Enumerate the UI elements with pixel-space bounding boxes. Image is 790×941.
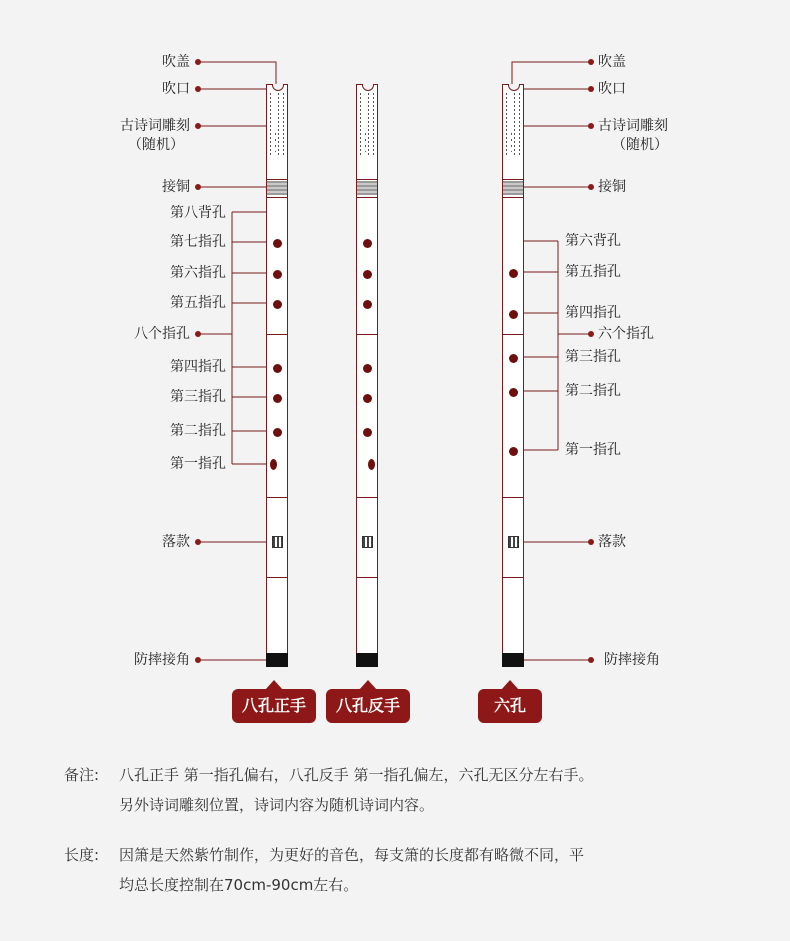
finger-hole: [509, 354, 518, 363]
label-fourth: 第四指孔: [170, 359, 226, 375]
label-fifth-right: 第五指孔: [565, 264, 621, 280]
finger-hole: [363, 300, 372, 309]
joint-band: [267, 181, 287, 195]
finger-hole: [509, 269, 518, 278]
mouth-notch: [362, 84, 374, 91]
signature-seal: [362, 536, 373, 548]
label-joint: 接铜: [162, 179, 190, 195]
label-six-holes: 六个指孔: [598, 326, 654, 342]
pointer-dot: [588, 86, 594, 92]
poem-carving: [360, 93, 374, 155]
length-key: 长度:: [64, 846, 100, 864]
label-guard-right: 防摔接角: [604, 652, 660, 668]
label-second-right: 第二指孔: [565, 383, 621, 399]
label-poem-sub-right: （随机）: [612, 137, 668, 153]
mouth-notch: [272, 84, 284, 91]
guard-cap: [266, 653, 288, 667]
pointer-dot: [195, 184, 201, 190]
tag-eight-right: 八孔正手: [232, 689, 316, 723]
pointer-dot: [588, 59, 594, 65]
label-eight-holes: 八个指孔: [134, 326, 190, 342]
tag-six-hole: 六孔: [478, 689, 542, 723]
flute-eight-right: [266, 84, 288, 666]
poem-carving: [506, 93, 520, 155]
finger-hole: [363, 270, 372, 279]
finger-hole: [273, 300, 282, 309]
label-sixth: 第六指孔: [170, 265, 226, 281]
mouth-notch: [508, 84, 520, 91]
flute-eight-left: [356, 84, 378, 666]
pointer-dot: [588, 123, 594, 129]
length-note: [64, 840, 584, 900]
finger-hole: [509, 310, 518, 319]
pointer-dot: [588, 331, 594, 337]
pointer-dot: [588, 184, 594, 190]
guard-cap: [356, 653, 378, 667]
finger-hole: [363, 364, 372, 373]
flute-six-hole: [502, 84, 524, 666]
label-poem-sub: （随机）: [128, 137, 184, 153]
label-third-right: 第三指孔: [565, 349, 621, 365]
label-first: 第一指孔: [170, 456, 226, 472]
label-joint-right: 接铜: [598, 179, 626, 195]
label-second: 第二指孔: [170, 423, 226, 439]
finger-hole: [273, 394, 282, 403]
remark-key: 备注:: [64, 766, 100, 784]
label-guard: 防摔接角: [134, 652, 190, 668]
label-signature-right: 落款: [598, 534, 626, 550]
label-poem-right: 古诗词雕刻: [598, 118, 668, 134]
finger-hole: [509, 388, 518, 397]
label-poem: 古诗词雕刻: [120, 118, 190, 134]
signature-seal: [272, 536, 283, 548]
label-fifth: 第五指孔: [170, 295, 226, 311]
label-eighth-back: 第八背孔: [170, 205, 226, 221]
pointer-dot: [588, 657, 594, 663]
finger-hole-first: [270, 459, 277, 470]
pointer-dot: [195, 539, 201, 545]
pointer-dot: [195, 657, 201, 663]
finger-hole: [273, 270, 282, 279]
remark-line-1: 八孔正手 第一指孔偏右，八孔反手 第一指孔偏左，六孔无区分左右手。: [119, 766, 594, 784]
pointer-dot: [195, 86, 201, 92]
label-first-right: 第一指孔: [565, 442, 621, 458]
label-third: 第三指孔: [170, 389, 226, 405]
joint-band: [357, 181, 377, 195]
label-cap-right: 吹盖: [598, 54, 626, 70]
finger-hole: [363, 239, 372, 248]
finger-hole-first: [368, 459, 375, 470]
finger-hole: [273, 364, 282, 373]
signature-seal: [508, 536, 519, 548]
label-sixth-back: 第六背孔: [565, 233, 621, 249]
finger-hole: [273, 239, 282, 248]
label-mouth: 吹口: [162, 81, 190, 97]
label-cap: 吹盖: [162, 54, 190, 70]
label-seventh: 第七指孔: [170, 234, 226, 250]
finger-hole: [273, 428, 282, 437]
pointer-dot: [195, 331, 201, 337]
remark-line-2: 另外诗词雕刻位置，诗词内容为随机诗词内容。: [119, 796, 435, 814]
joint-band: [503, 181, 523, 195]
pointer-dot: [195, 123, 201, 129]
guard-cap: [502, 653, 524, 667]
label-fourth-right: 第四指孔: [565, 305, 621, 321]
label-mouth-right: 吹口: [598, 81, 626, 97]
pointer-dot: [588, 539, 594, 545]
pointer-dot: [195, 59, 201, 65]
length-line-1: 因箫是天然紫竹制作，为更好的音色，每支箫的长度都有略微不同，平: [119, 846, 585, 864]
finger-hole: [363, 428, 372, 437]
length-line-2: 均总长度控制在70cm-90cm左右。: [119, 876, 359, 894]
label-signature: 落款: [162, 534, 190, 550]
poem-carving: [270, 93, 284, 155]
tag-eight-left: 八孔反手: [326, 689, 410, 723]
finger-hole: [363, 394, 372, 403]
remark-note: [64, 760, 594, 820]
finger-hole: [509, 447, 518, 456]
